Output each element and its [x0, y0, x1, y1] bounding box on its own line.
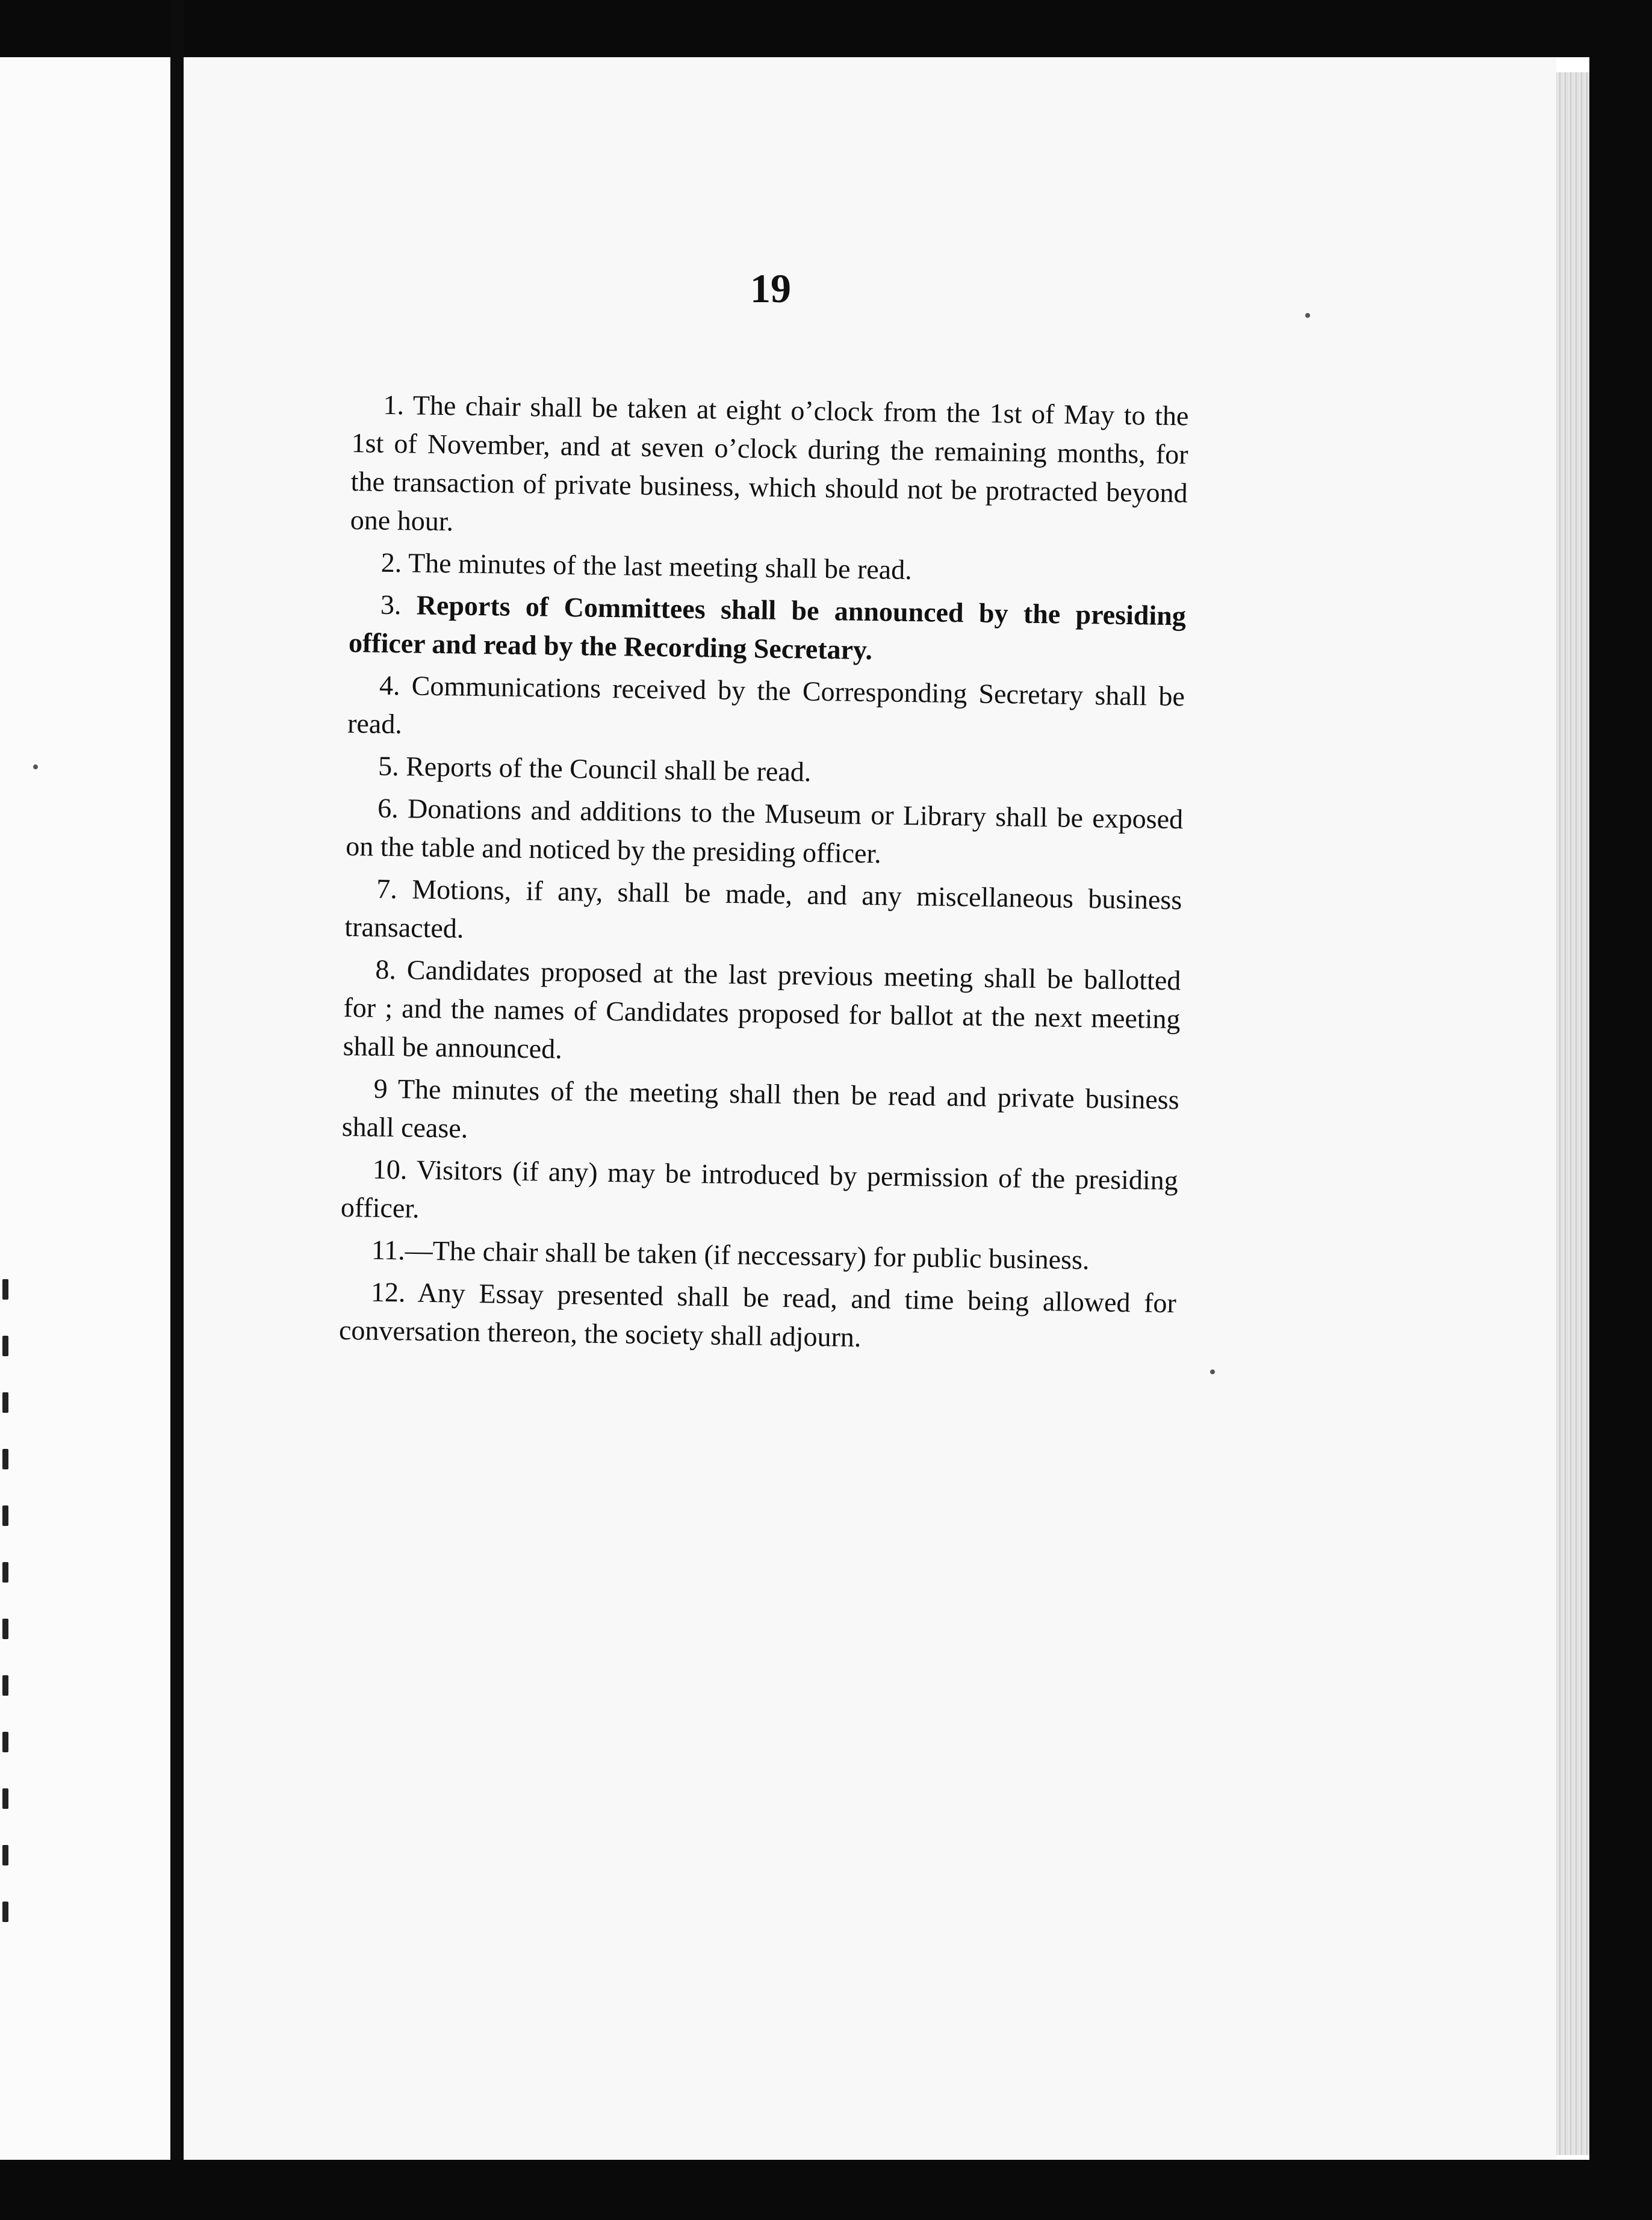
rule-text: Donations and additions to the Museum or Library shall be exposed on the table and noticed by the presiding officer.: [345, 793, 1184, 869]
scan-border-bottom: [0, 2160, 1652, 2220]
rule-number: 7.: [376, 873, 398, 905]
rule-4: [347, 666, 1185, 754]
rule-text: Candidates proposed at the last previous meeting shall be ballotted for ; and the names of Candidates proposed for ballot at the next meeting shall be announced.: [343, 954, 1181, 1064]
rule-text: Reports of Committees shall be announced by the presiding officer and read by the Recording Secretary.: [348, 589, 1187, 666]
rule-2: [349, 543, 1187, 593]
paper-speck: [1210, 1369, 1215, 1374]
rule-text: Communications received by the Corresponding Secretary shall be read.: [347, 670, 1185, 740]
rule-number: 12.: [370, 1276, 406, 1308]
rule-text: The minutes of the meeting shall then be read and private business shall cease.: [341, 1073, 1179, 1144]
rule-text: Reports of the Council shall be read.: [405, 751, 812, 787]
rule-number: 6.: [377, 792, 399, 824]
rule-3: [349, 585, 1187, 674]
facing-page-fragment: [0, 57, 170, 2160]
rule-number: 10.: [372, 1153, 408, 1185]
rule-text: The minutes of the last meeting shall be read.: [408, 547, 913, 586]
rule-number: 9: [373, 1073, 388, 1104]
rule-text: The chair shall be taken (if neccessary) for public business.: [432, 1235, 1090, 1276]
rule-5: [347, 746, 1184, 796]
rules-list: [339, 385, 1189, 1365]
book-gutter: [170, 0, 184, 2220]
scan-border-right: [1589, 0, 1652, 2220]
rule-text: Motions, if any, shall be made, and any miscellaneous business transacted.: [344, 873, 1182, 944]
rule-7: [344, 869, 1182, 958]
rule-number: 5.: [377, 750, 400, 782]
scan-border-top: [0, 0, 1652, 57]
rule-number: 3.: [380, 589, 402, 621]
page-number: 19: [750, 265, 791, 311]
rule-number: 1.: [383, 389, 405, 421]
rule-12: [339, 1273, 1177, 1361]
rule-text: Any Essay presented shall be read, and time being allowed for conversation thereon, the society shall adjourn.: [338, 1277, 1177, 1353]
rule-number: 2.: [380, 547, 402, 578]
paper-speck: [33, 764, 38, 769]
rule-text: The chair shall be taken at eight o’clock from the 1st of May to the 1st of November, and at seven o’clock during the remaining months, for the transaction of private business, which should not be protracted beyond one hour.: [350, 389, 1189, 537]
paper-speck: [1305, 313, 1310, 318]
rule-number: 8.: [375, 953, 397, 985]
rule-6: [346, 789, 1184, 877]
facing-page-text-edge: [2, 1279, 16, 1958]
rule-text: Visitors (if any) may be introduced by permission of the presiding officer.: [340, 1154, 1179, 1224]
rule-10: [340, 1150, 1178, 1238]
rule-8: [343, 950, 1181, 1077]
rule-11: [340, 1230, 1178, 1280]
rule-9: [341, 1069, 1179, 1158]
rule-number: 11.—: [371, 1234, 433, 1267]
page-stack-edge: [1556, 72, 1589, 2155]
rule-number: 4.: [379, 669, 400, 701]
rule-1: [350, 385, 1188, 551]
